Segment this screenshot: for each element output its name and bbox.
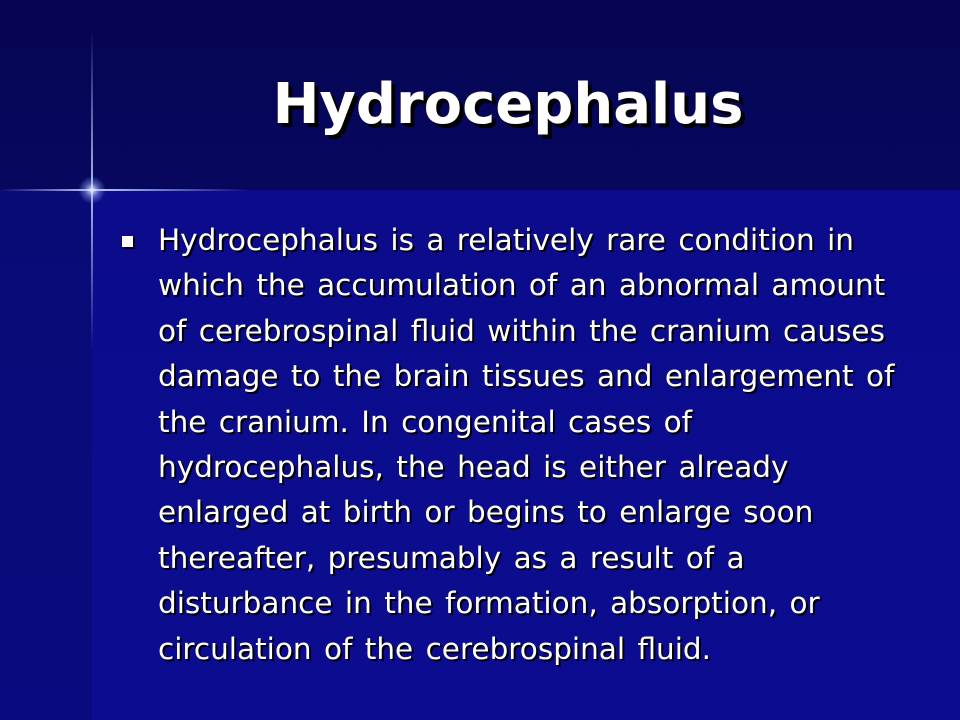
bullet-text: Hydrocephalus is a relatively rare condition in which the accumulation of an abnormal amount of cerebrospinal fluid within the cranium causes damage to the brain tissues and enlargement of the cranium. In congenital cases of hydrocephalus, the head is either already enlarged at birth or begins to enlarge soon thereafter, presumably as a result of a disturbance in the formation, absorption, or circulation of the cerebrospinal fluid. bbox=[158, 223, 895, 666]
bullet-item bbox=[120, 218, 910, 672]
left-band bbox=[0, 190, 92, 720]
sparkle-horizontal-ray bbox=[0, 189, 250, 191]
sparkle-star-icon bbox=[78, 176, 106, 204]
square-bullet-icon bbox=[122, 236, 133, 247]
bullet-list bbox=[120, 218, 910, 672]
slide-title: Hydrocephalus bbox=[272, 72, 744, 137]
